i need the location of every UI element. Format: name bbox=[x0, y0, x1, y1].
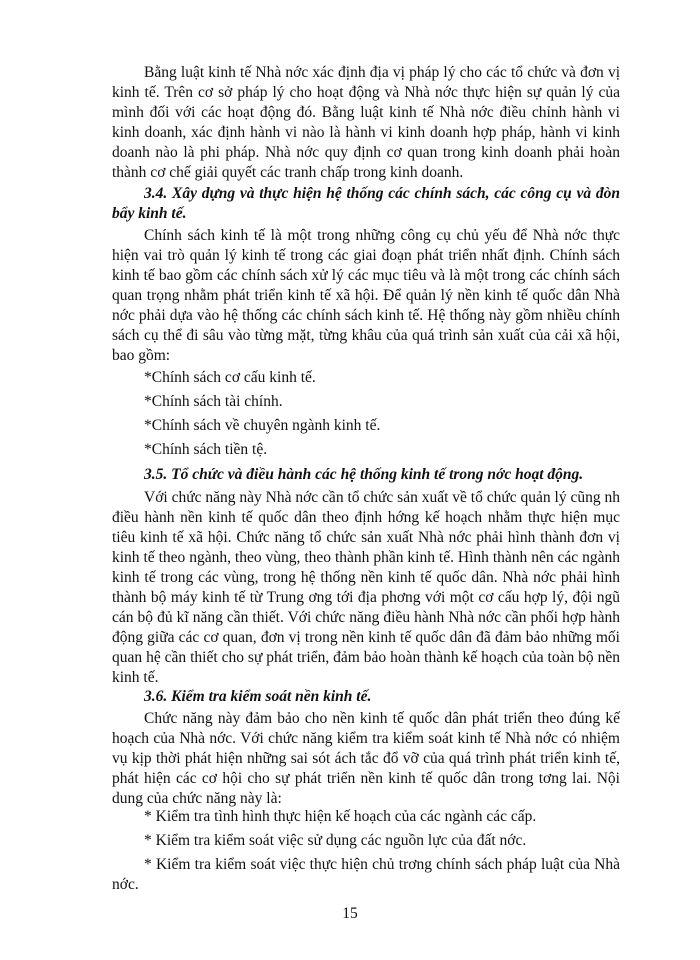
heading-3-5: 3.5. Tổ chức và điều hành các hệ thống kinh tế trong nớc hoạt động. bbox=[144, 466, 584, 483]
bullet-policy-sector: *Chính sách về chuyên ngành kinh tế. bbox=[144, 417, 381, 434]
bullet-policy-monetary: *Chính sách tiền tệ. bbox=[144, 441, 268, 458]
paragraph-inspect-policy: * Kiểm tra kiểm soát việc thực hiện chủ trơng chính sách pháp luật của Nhà nớc. bbox=[112, 856, 620, 893]
bullet-inspect-plan: * Kiểm tra tình hình thực hiện kế hoạch của các ngành các cấp. bbox=[144, 808, 537, 825]
page-number: 15 bbox=[342, 905, 358, 922]
paragraph-economic-policy: Chính sách kinh tế là một trong những công cụ chủ yếu để Nhà nớc thực hiện vai trò quản lý kinh tế trong các giai đoạn phát triển nhất định. Chính sách kinh tế bao gồm các chính sách xử lý các mục tiêu và là một trong các chính sách quan trọng nhằm phát triển kinh tế xã hội. Để quản lý nền kinh tế quốc dân Nhà nớc phải dựa vào hệ thống các chính sách kinh tế. Hệ thống này gồm nhiều chính sách cụ thể đi sâu vào từng mặt, từng khâu của quá trình sản xuất của cải xã hội, bao gồm: bbox=[112, 227, 620, 364]
heading-3-6: 3.6. Kiểm tra kiểm soát nền kinh tế. bbox=[144, 688, 372, 705]
bullet-policy-finance: *Chính sách tài chính. bbox=[144, 393, 283, 410]
paragraph-inspection: Chức năng này đảm bảo cho nền kinh tế quốc dân phát triển theo đúng kế hoạch của Nhà nớc. Với chức năng kiểm tra kiểm soát kinh tế Nhà nớc có nhiệm vụ kịp thời phát hiện những sai sót ách tắc đổ vỡ của quá trình phát triển kinh tế, phát hiện các cơ hội cho sự phát triển nền kinh tế quốc dân trong tơng lai. Nội dung của chức năng này là: bbox=[112, 710, 620, 807]
paragraph-organize-operate: Với chức năng này Nhà nớc cần tổ chức sản xuất về tổ chức quản lý cũng nh điều hành nền kinh tế quốc dân theo định hớng kế hoạch nhằm thực hiện mục tiêu kinh tế xã hội. Chức năng tổ chức sản xuất Nhà nớc phải hình thành đơn vị kinh tế theo ngành, theo vùng, theo thành phần kinh tế. Hình thành nên các ngành kinh tế trong các vùng, trong hệ thống nền kinh tế quốc dân. Nhà nớc phải hình thành bộ máy kinh tế từ Trung ơng tới địa phơng với một cơ cấu hợp lý, đội ngũ cán bộ đủ kĩ năng cần thiết. Với chức năng điều hành Nhà nớc cần phối hợp hành động giữa các cơ quan, đơn vị trong nền kinh tế quốc dân đã đảm bảo những mối quan hệ cần thiết cho sự phát triển, đảm bảo hoàn thành kế hoạch của toàn bộ nền kinh tế. bbox=[112, 489, 620, 686]
paragraph-economic-law: Bằng luật kinh tế Nhà nớc xác định địa vị pháp lý cho các tổ chức và đơn vị kinh tế. Trên cơ sở pháp lý cho hoạt động và Nhà nớc thực hiện sự quản lý của mình đối với các hoạt động đó. Bằng luật kinh tế Nhà nớc điều chỉnh hành vi kinh doanh, xác định hành vi nào là hành vi kinh doanh hợp pháp, hành vi kinh doanh nào là phi pháp. Nhà nớc quy định cơ quan trong kinh doanh phải hoàn thành cơ chế giải quyết các tranh chấp trong kinh doanh. bbox=[112, 64, 620, 181]
heading-3-4: 3.4. Xây dựng và thực hiện hệ thống các chính sách, các công cụ và đòn bẩy kinh tế. bbox=[112, 185, 620, 222]
bullet-policy-structure: *Chính sách cơ cấu kinh tế. bbox=[144, 369, 316, 386]
bullet-inspect-resources: * Kiểm tra kiểm soát việc sử dụng các nguồn lực của đất nớc. bbox=[144, 832, 527, 849]
